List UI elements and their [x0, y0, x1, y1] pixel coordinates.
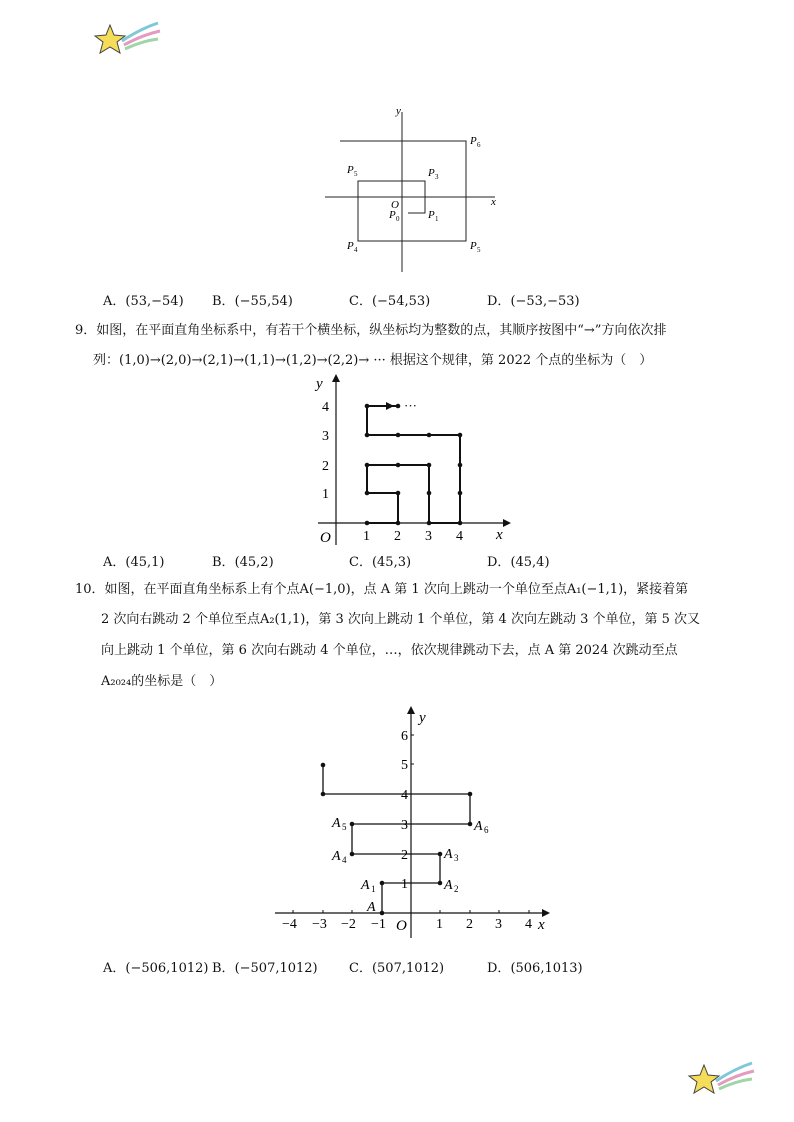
point-label-a4: A — [332, 849, 341, 864]
point-label-p0: P — [389, 209, 396, 221]
point-label-p6: P — [470, 135, 477, 147]
x-tick-label: 1 — [363, 529, 370, 544]
origin-label: O — [391, 199, 399, 211]
q10-text-line4: A₂₀₂₄的坐标是（ ） — [101, 674, 223, 689]
spiral-rectangle-figure — [315, 100, 515, 280]
q8-option-c: C．(−54,53) — [349, 294, 431, 309]
shooting-star-icon — [686, 1055, 758, 1097]
point-label-p5-bottom-sub: 5 — [477, 246, 481, 254]
point-label-a6: A — [474, 819, 483, 834]
point-label-p5-bottom: P — [470, 240, 477, 252]
point-label-p6-sub: 6 — [477, 141, 481, 149]
x-tick-label: −4 — [282, 917, 297, 932]
y-axis-label: y — [396, 105, 401, 117]
point-label-p4-sub: 4 — [354, 246, 358, 254]
q8-option-a: A．(53,−54) — [103, 294, 184, 309]
x-tick-label: 2 — [394, 529, 401, 544]
y-tick-label: 2 — [401, 848, 408, 863]
q9-text-line2: 列：(1,0)→(2,0)→(2,1)→(1,1)→(1,2)→(2,2)→ ··· 根据这个规律，第 2022 个点的坐标为（ ） — [93, 353, 653, 368]
y-tick-label: 3 — [322, 429, 329, 444]
continuation-dots: ··· — [404, 398, 417, 413]
q9-option-a: A．(45,1) — [103, 555, 165, 570]
y-tick-label: 4 — [322, 400, 329, 415]
point-label-a5-sub: 5 — [342, 822, 347, 832]
point-label-a2: A — [444, 878, 453, 893]
point-label-a3: A — [444, 847, 453, 862]
point-label-p3: P — [428, 167, 435, 179]
x-tick-label: 4 — [525, 917, 532, 932]
q10-option-c: C．(507,1012) — [349, 961, 445, 976]
shooting-star-icon — [92, 15, 164, 57]
point-label-p5-top: P — [347, 164, 354, 176]
point-label-a: A — [367, 900, 376, 915]
point-label-a5: A — [332, 816, 341, 831]
point-label-a2-sub: 2 — [454, 884, 459, 894]
y-tick-label: 1 — [322, 487, 329, 502]
point-label-a1: A — [361, 878, 370, 893]
point-label-p4: P — [347, 240, 354, 252]
point-label-p0-sub: 0 — [396, 215, 400, 223]
q9-option-c: C．(45,3) — [349, 555, 412, 570]
q10-text-line2: 2 次向右跳动 2 个单位至点A₂(1,1)，第 3 次向上跳动 1 个单位，第 4 次向左跳动 3 个单位，第 5 次又 — [101, 612, 701, 627]
x-axis-label: x — [491, 196, 496, 208]
q10-option-d: D．(506,1013) — [487, 961, 583, 976]
q9-text-line1: 9．如图，在平面直角坐标系中，有若干个横坐标，纵坐标均为整数的点，其顺序按图中“→”方向依次排 — [75, 323, 667, 338]
point-label-p5-top-sub: 5 — [354, 170, 358, 178]
q8-option-b: B．(−55,54) — [212, 294, 293, 309]
q9-lattice-figure — [308, 370, 518, 545]
x-tick-label: 1 — [436, 917, 443, 932]
q10-text-line1: 10．如图，在平面直角坐标系上有个点A(−1,0)，点 A 第 1 次向上跳动一个单位至点A₁(−1,1)，紧接着第 — [75, 582, 689, 597]
x-tick-label: −3 — [312, 917, 327, 932]
origin-label: O — [396, 918, 407, 934]
y-axis-label: y — [316, 376, 323, 392]
y-tick-label: 5 — [401, 758, 408, 773]
q10-text-line3: 向上跳动 1 个单位，第 6 次向右跳动 4 个单位，…，依次规律跳动下去，点 A 第 2024 次跳动至点 — [101, 643, 678, 658]
point-label-p3-sub: 3 — [435, 173, 439, 181]
point-label-p1: P — [428, 209, 435, 221]
x-axis-label: x — [496, 527, 503, 543]
q9-option-b: B．(45,2) — [212, 555, 274, 570]
y-tick-label: 4 — [401, 788, 408, 803]
q8-option-d: D．(−53,−53) — [487, 294, 580, 309]
origin-label: O — [320, 530, 331, 545]
point-label-a4-sub: 4 — [342, 855, 347, 865]
x-tick-label: 4 — [456, 529, 463, 544]
x-tick-label: −2 — [341, 917, 356, 932]
q10-jump-figure — [270, 700, 560, 945]
y-tick-label: 6 — [401, 729, 408, 744]
point-label-p1-sub: 1 — [435, 215, 439, 223]
x-axis-label: x — [538, 917, 545, 933]
y-tick-label: 2 — [322, 459, 329, 474]
y-tick-label: 3 — [401, 818, 408, 833]
point-label-a6-sub: 6 — [484, 825, 489, 835]
q10-option-a: A．(−506,1012) — [103, 961, 209, 976]
x-tick-label: 3 — [425, 529, 432, 544]
y-tick-label: 1 — [401, 877, 408, 892]
y-axis-label: y — [419, 710, 426, 726]
x-tick-label: 3 — [495, 917, 502, 932]
point-label-a1-sub: 1 — [371, 884, 376, 894]
x-tick-label: −1 — [371, 917, 386, 932]
x-tick-label: 2 — [466, 917, 473, 932]
q10-option-b: B．(−507,1012) — [212, 961, 318, 976]
point-label-a3-sub: 3 — [454, 853, 459, 863]
q9-option-d: D．(45,4) — [487, 555, 550, 570]
